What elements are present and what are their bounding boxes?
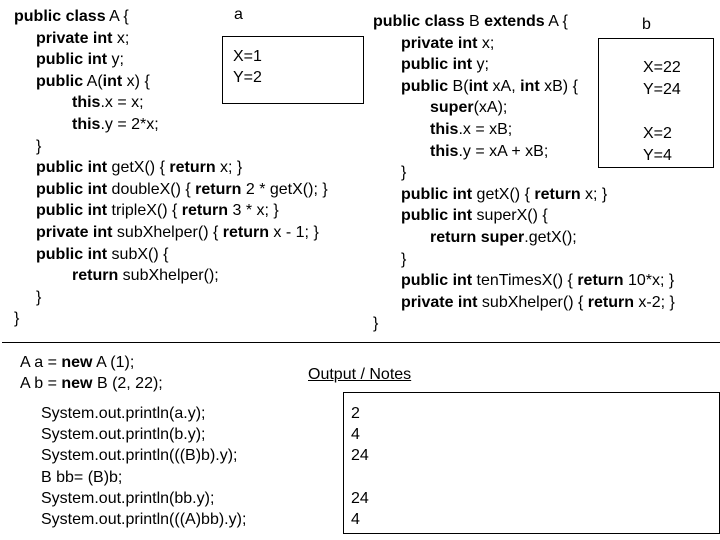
statement-line: System.out.println(((A)bb).y); [41, 511, 247, 529]
class-a-line: public A(int x) { [36, 72, 150, 90]
object-a-label: a [234, 6, 243, 23]
statement-line: System.out.println(b.y); [41, 426, 206, 444]
class-a-line: } [14, 310, 20, 328]
class-a-line: return subXhelper(); [72, 267, 219, 285]
class-b-line: this.x = xB; [430, 120, 513, 138]
object-b-box [598, 38, 714, 168]
class-b-line: public int y; [401, 56, 489, 74]
class-a-line: public int subX() { [36, 245, 169, 263]
output-value: 24 [351, 447, 369, 465]
class-b-line: } [401, 250, 407, 268]
object-a-x-value: X=1 [233, 48, 262, 65]
class-a-line: private int x; [36, 29, 130, 47]
class-a-line: this.x = x; [72, 94, 144, 112]
class-a-line: } [36, 288, 42, 306]
class-b-line: super(xA); [430, 99, 508, 117]
statement-line: System.out.println(a.y); [41, 405, 206, 422]
class-b-line: public B(int xA, int xB) { [401, 77, 578, 95]
class-b-line: public int superX() { [401, 207, 548, 225]
notes-box [343, 392, 720, 534]
output-value: 4 [351, 426, 360, 444]
class-a-line: public int getX() { return x; } [36, 159, 243, 177]
class-a-line: public int y; [36, 51, 124, 69]
object-b-x-value: X=22 [643, 59, 681, 76]
object-b-label: b [642, 16, 651, 33]
output-value: 2 [351, 405, 360, 422]
class-b-line: private int subXhelper() { return x-2; } [401, 293, 675, 311]
class-b-line: public int getX() { return x; } [401, 185, 608, 203]
notes-title: Output / Notes [308, 366, 412, 383]
declaration-line: A b = new B (2, 22); [20, 375, 163, 393]
class-b-line: public int tenTimesX() { return 10*x; } [401, 272, 675, 290]
class-a-line: public int doubleX() { return 2 * getX(); } [36, 180, 328, 198]
class-b-line: } [401, 164, 407, 182]
statement-line: B bb= (B)b; [41, 468, 123, 486]
object-b-super-x-value: X=2 [643, 125, 672, 142]
object-b-super-y-value: Y=4 [643, 147, 672, 164]
statement-line: System.out.println(((B)b).y); [41, 447, 238, 465]
class-a-line: private int subXhelper() { return x - 1; } [36, 223, 319, 241]
class-b-line: private int x; [401, 34, 495, 52]
output-value: 4 [351, 511, 360, 528]
outputs [351, 403, 369, 530]
class-a-line: public class A { [14, 8, 129, 25]
statement-line: System.out.println(bb.y); [41, 489, 215, 507]
class-b-line: public class B extends A { [373, 13, 568, 30]
declaration-line: A a = new A (1); [20, 354, 135, 371]
statements [41, 403, 246, 530]
class-b-line: this.y = xA + xB; [430, 142, 549, 160]
class-b-line: return super.getX(); [430, 228, 577, 246]
object-b-y-value: Y=24 [643, 81, 681, 98]
declarations [20, 352, 163, 394]
class-a-line: this.y = 2*x; [72, 115, 159, 133]
object-a-box [222, 36, 364, 104]
class-a-line: } [36, 137, 42, 155]
class-a-line: public int tripleX() { return 3 * x; } [36, 202, 279, 220]
divider-line [2, 342, 720, 343]
output-value [351, 467, 369, 488]
class-b-line: } [373, 315, 379, 333]
output-value: 24 [351, 489, 369, 507]
object-a-y-value: Y=2 [233, 69, 262, 86]
